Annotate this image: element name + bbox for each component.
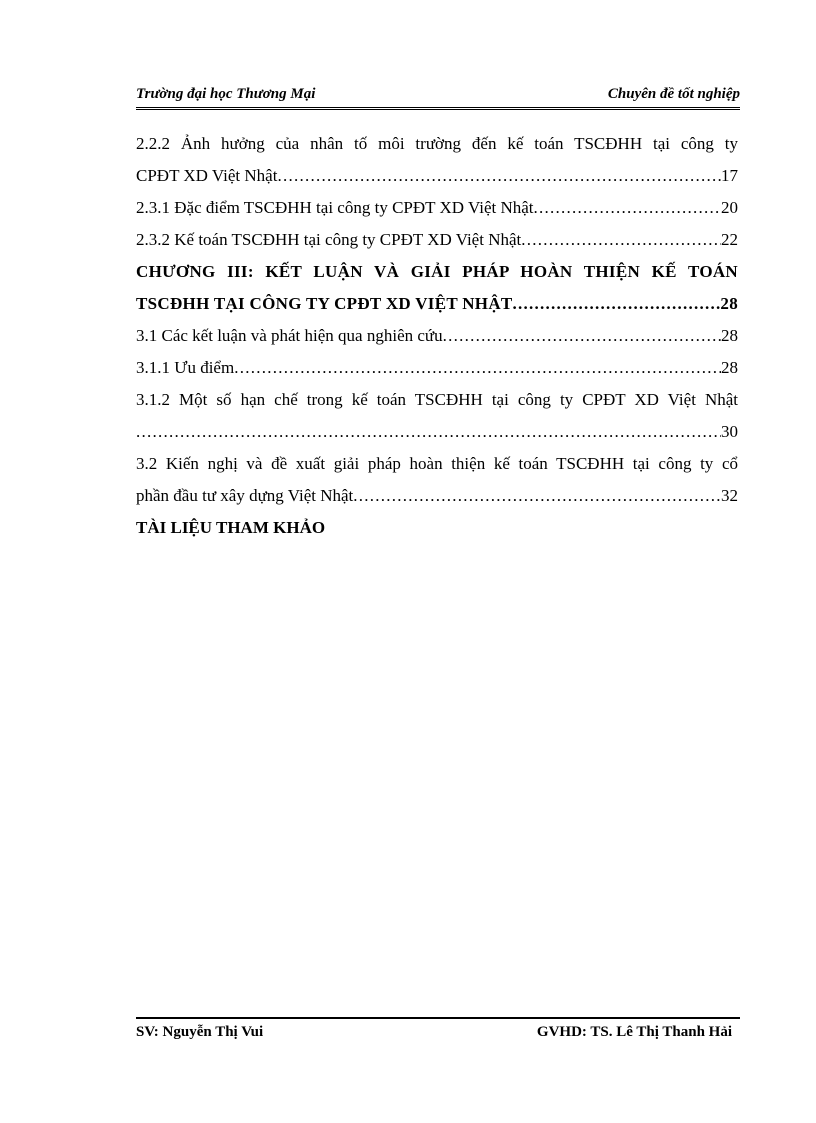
toc-page-number: 28 [721,358,738,377]
toc-chapter-3 [136,288,738,320]
toc-leader-dots [513,288,721,320]
toc-entry-2-3-1 [136,192,738,224]
footer-student-name: SV: Nguyễn Thị Vui [136,1024,264,1040]
table-of-contents [136,128,738,544]
toc-references: TÀI LIỆU THAM KHẢO [136,518,326,537]
toc-entry-title: TSCĐHH TẠI CÔNG TY CPĐT XD VIỆT NHẬT [136,294,513,313]
toc-entry-title: 3.1.1 Ưu điểm [136,358,235,377]
footer-divider [136,1017,740,1019]
toc-entry-title: 2.3.1 Đặc điểm TSCĐHH tại công ty CPĐT XD Việt Nhật [136,198,534,217]
toc-entry-title: CPĐT XD Việt Nhật [136,166,278,185]
toc-entry-2-3-2 [136,224,738,256]
toc-leader-dots [443,320,721,352]
header-school-name: Trường đại học Thương Mại [136,86,316,102]
toc-leader-dots [521,224,721,256]
toc-page-number: 17 [721,166,738,185]
toc-page-number: 30 [721,422,738,441]
toc-entry-3-1-2 [136,416,738,448]
toc-page-number: 32 [721,486,738,505]
toc-entry-2-2-2-title: 2.2.2 Ảnh hưởng của nhân tố môi trường đến kế toán TSCĐHH tại công ty [136,134,738,153]
toc-entry-3-1-1 [136,352,738,384]
toc-page-number: 28 [720,294,738,313]
toc-chapter-3-title: CHƯƠNG III: KẾT LUẬN VÀ GIẢI PHÁP HOÀN THIỆN KẾ TOÁN [136,262,738,281]
footer-supervisor-name: GVHD: TS. Lê Thị Thanh Hải [536,1024,732,1040]
toc-leader-dots [534,192,721,224]
toc-leader-dots [136,416,721,448]
toc-entry-3-2-title: 3.2 Kiến nghị và đề xuất giải pháp hoàn thiện kế toán TSCĐHH tại công ty cổ [136,454,738,473]
toc-entry-3-1-2-title: 3.1.2 Một số hạn chế trong kế toán TSCĐHH tại công ty CPĐT XD Việt Nhật [136,390,738,409]
toc-page-number: 22 [721,230,738,249]
header-divider [136,107,740,110]
page-header [136,84,740,108]
toc-entry-title: 3.1 Các kết luận và phát hiện qua nghiên cứu [136,326,443,345]
toc-entry-title: 2.3.2 Kế toán TSCĐHH tại công ty CPĐT XD Việt Nhật [136,230,522,249]
toc-page-number: 20 [721,198,738,217]
toc-entry-2-2-2 [136,160,738,192]
toc-entry-3-1 [136,320,738,352]
toc-page-number: 28 [721,326,738,345]
toc-entry-3-2 [136,480,738,512]
toc-leader-dots [234,352,721,384]
toc-entry-title: phần đầu tư xây dựng Việt Nhật [136,486,354,505]
page-footer [136,1022,740,1046]
toc-leader-dots [277,160,721,192]
header-document-type: Chuyên đề tốt nghiệp [607,86,740,102]
toc-leader-dots [353,480,721,512]
